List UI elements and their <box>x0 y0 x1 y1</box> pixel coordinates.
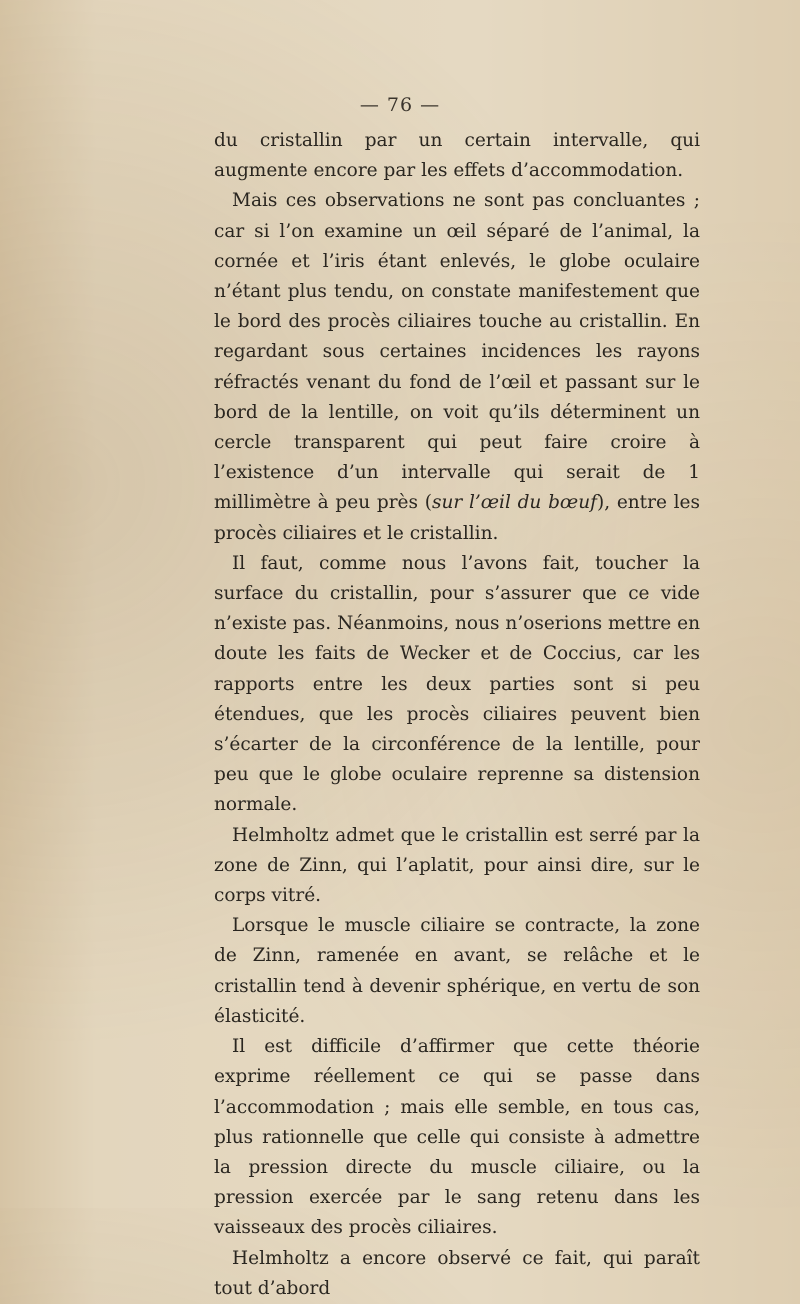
text-run: Helmholtz a encore observé ce fait, qui paraît tout d’abord <box>214 1247 700 1299</box>
page-number: — 76 — <box>359 94 441 116</box>
text-run: Helmholtz admet que le cristallin est serré par la zone de Zinn, qui l’aplatit, pour ainsi dire, sur le corps vitré. <box>214 824 700 907</box>
paragraph <box>214 186 700 548</box>
paragraph <box>214 911 700 1032</box>
paragraph <box>214 549 700 821</box>
text-run: du cristallin par un certain intervalle, qui augmente encore par les effets d’accommodation. <box>214 130 700 182</box>
body-text <box>214 126 700 1304</box>
paragraph <box>214 821 700 912</box>
text-run: Il faut, comme nous l’avons fait, toucher la surface du cristallin, pour s’assurer que ce vide n’existe pas. Néanmoins, nous n’oserions mettre en doute les faits de Wecker et de Coccius, car les rapports entre les deux parties sont si peu étendues, que les procès ciliaires peuvent bien s’écarter de la circonférence de la lentille, pour peu que le globe oculaire reprenne sa distension normale. <box>214 552 700 816</box>
text-run: Mais ces observations ne sont pas concluantes ; car si l’on examine un œil séparé de l’animal, la cornée et l’iris étant enlevés, le globe oculaire n’étant plus tendu, on constate manifestement que le bord des procès ciliaires touche au cristallin. En regardant sous certaines incidences les rayons réfractés venant du fond de l’œil et passant sur le bord de la lentille, on voit qu’ils déterminent un cercle transparent qui peut faire croire à l’existence d’un intervalle qui serait de 1 millimètre à peu près ( <box>214 190 700 514</box>
text-run: ), entre les procès ciliaires et le cristallin. <box>214 492 700 544</box>
paragraph <box>214 1244 700 1304</box>
paragraph <box>214 126 700 186</box>
text-run: Lorsque le muscle ciliaire se contracte, la zone de Zinn, ramenée en avant, se relâche et le cristallin tend à devenir sphérique, en vertu de son élasticité. <box>214 915 700 1027</box>
paragraph <box>214 1032 700 1243</box>
text-run: Il est difficile d’affirmer que cette théorie exprime réellement ce qui se passe dans l’accommodation ; mais elle semble, en tous cas, plus rationnelle que celle qui consiste à admettre la pression directe du muscle ciliaire, ou la pression exercée par le sang retenu dans les vaisseaux des procès ciliaires. <box>214 1036 700 1239</box>
italic-text: sur l’œil du bœuf <box>431 492 597 514</box>
